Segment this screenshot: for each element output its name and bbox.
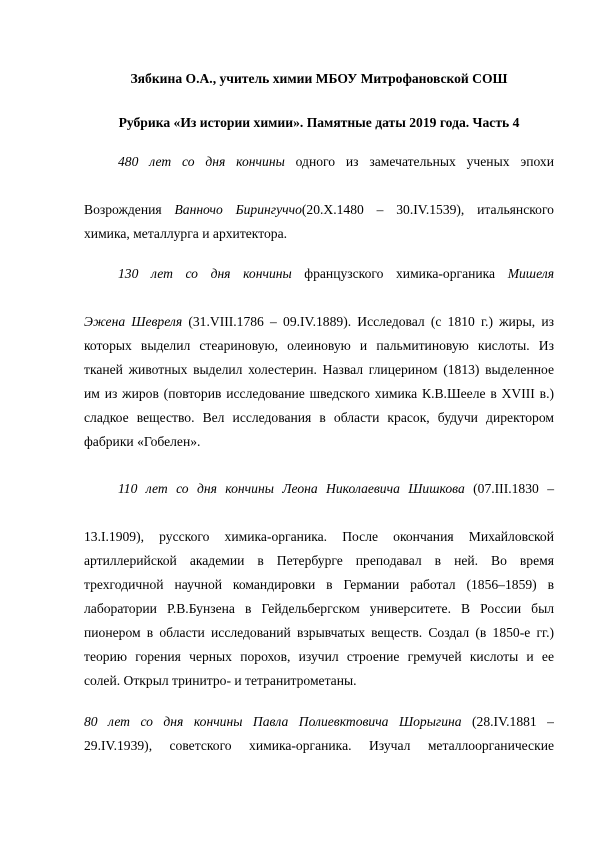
entry-1-line-1: 480 лет со дня кончины одного из замечательных ученых эпохи — [118, 154, 554, 169]
entry-4-line-2: 29.IV.1939), советского химика-органика. Изучал металлоорганические — [84, 738, 554, 753]
author-line: Зябкина О.А., учитель химии МБОУ Митрофановской СОШ — [130, 71, 508, 86]
document-title: Рубрика «Из истории химии». Памятные даты 2019 года. Часть 4 — [118, 115, 520, 130]
entry-3-line-1: 110 лет со дня кончины Леона Николаевича Шишкова (07.III.1830 – — [118, 481, 554, 496]
entry-3-line-6: пионером в области исследований взрывчатых веществ. Создал (в 1850-е гг.) — [84, 625, 554, 640]
entry-3-line-7: теорию горения черных порохов, изучил строение гремучей кислоты и ее — [84, 649, 554, 664]
entry-3-line-5: лаборатории Р.В.Бунзена в Гейдельбергском университете. В России был — [84, 601, 554, 616]
entry-2-line-7: фабрики «Гобелен». — [84, 434, 201, 449]
entry-3-line-2: 13.I.1909), русского химика-органика. После окончания Михайловской — [84, 529, 554, 544]
entry-2-line-2: Эжена Шевреля (31.VIII.1786 – 09.IV.1889). Исследовал (с 1810 г.) жиры, из — [84, 314, 554, 329]
entry-1-line-3: химика, металлурга и архитектора. — [84, 226, 288, 241]
entry-2-line-6: сладкое вещество. Вел исследования в области красок, будучи директором — [84, 410, 554, 425]
entry-4-line-1: 80 лет со дня кончины Павла Полиевктовича Шорыгина (28.IV.1881 – — [84, 714, 554, 729]
entry-2-line-3: которых выделил стеариновую, олеиновую и пальмитиновую кислоты. Из — [84, 338, 554, 353]
entry-1-line-2: Возрождения Ванночо Бирингуччо(20.X.1480 – 30.IV.1539), итальянского — [84, 202, 554, 217]
entry-3-line-8: солей. Открыл тринитро- и тетранитрометаны. — [84, 673, 357, 688]
entry-2-line-1: 130 лет со дня кончины французского химика-органика Мишеля — [118, 266, 555, 281]
entry-2-line-4: тканей животных выделил холестерин. Назвал глицерином (1813) выделенное — [84, 362, 554, 377]
entry-3-line-3: артиллерийской академии в Петербурге преподавал в ней. Во время — [84, 553, 554, 568]
entry-3-line-4: трехгодичной научной командировки в Германии работал (1856–1859) в — [84, 577, 554, 592]
entry-2-line-5: им из жиров (повторив исследование шведского химика К.В.Шееле в XVIII в.) — [84, 386, 554, 401]
